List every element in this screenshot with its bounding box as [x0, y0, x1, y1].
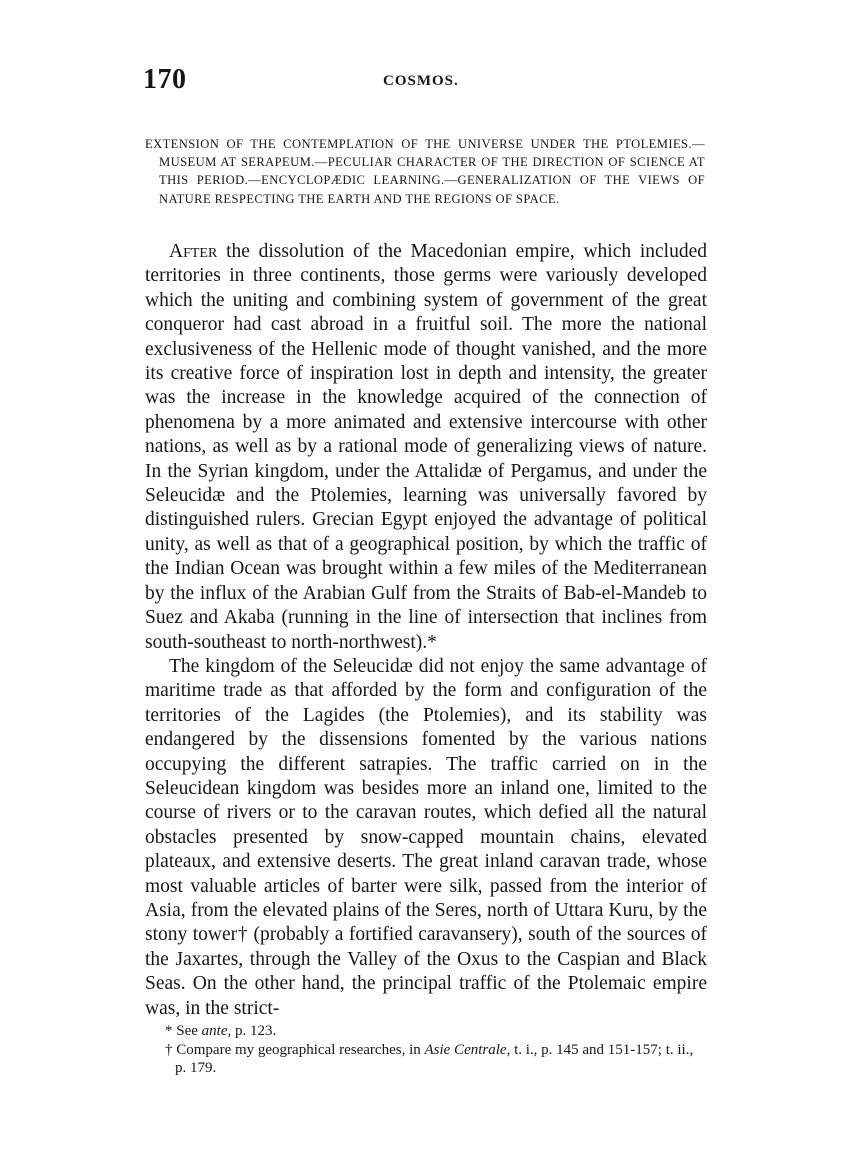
paragraph-1	[145, 240, 707, 655]
chapter-summary	[145, 135, 705, 208]
main-text	[145, 240, 707, 1021]
footnote-1-mark: * See	[165, 1023, 202, 1039]
page-number: 170	[143, 64, 187, 95]
paragraph-2: The kingdom of the Seleucidæ did not enjoy the same advantage of maritime trade as that afforded by the form and configuration of the territories of the Lagides (the Ptolemies), and its stability was endangered by the dissensions fomented by the various nations occupying the different satrapies. The traffic carried on in the Seleucidean kingdom was besides more an inland one, limited to the course of rivers or to the caravan routes, which defied all the natural obstacles presented by snow-capped mountain chains, elevated plateaux, and extensive deserts. The great inland caravan trade, whose most valuable articles of barter were silk, passed from the interior of Asia, from the elevated plains of the Seres, north of Uttara Kuru, by the stony tower† (probably a fortified caravansery), south of the sources of the Jaxartes, through the Valley of the Oxus to the Caspian and Black Seas. On the other hand, the principal traffic of the Ptolemaic empire was, in the strict-	[145, 655, 707, 1019]
footnote-2-text: , t. i., p. 145 and 151-157; t. ii., p. 179.	[175, 1041, 694, 1076]
footnote-2-italic: Asie Centrale	[424, 1041, 507, 1058]
footnote-1	[165, 1022, 705, 1041]
chapter-summary-text: EXTENSION OF THE CONTEMPLATION OF THE UNIVERSE UNDER THE PTOLEMIES.—MUSEUM AT SERAPEUM.—PECULIAR CHARACTER OF THE DIRECTION OF SCIENCE AT THIS PERIOD.—ENCYCLOPÆDIC LEARNING.—GENERALIZATION OF THE VIEWS OF NATURE RESPECTING THE EARTH AND THE REGIONS OF SPACE.	[145, 137, 705, 206]
running-title: COSMOS.	[383, 73, 459, 89]
paragraph-1-text: the dissolution of the Macedonian empire, which included territories in three continents, those germs were variously developed which the uniting and combining system of government of the great conqueror had cast abroad in a fruitful soil. The more the national exclusiveness of the Hellenic mode of thought vanished, and the more its creative force of inspiration lost in depth and intensity, the greater was the increase in the knowledge acquired of the connection of phenomena by a more animated and extensive intercourse with other nations, as well as by a rational mode of generalizing views of nature. In the Syrian kingdom, under the Attalidæ of Pergamus, and under the Seleucidæ and the Ptolemies, learning was universally favored by distinguished rulers. Grecian Egypt enjoyed the advantage of political unity, as well as that of a geographical position, by which the traffic of the Indian Ocean was brought within a few miles of the Mediterranean by the influx of the Arabian Gulf from the Straits of Bab-el-Mandeb to Suez and Akaba (running in the line of intersection that inclines from south-southeast to north-northwest).*	[145, 241, 707, 653]
paragraph-1-lead-word: After	[169, 241, 218, 262]
footnotes	[165, 1022, 705, 1078]
footnote-2-mark: † Compare my geographical researches, in	[165, 1041, 425, 1058]
page-header	[143, 64, 703, 104]
footnote-1-text: , p. 123.	[227, 1023, 277, 1039]
footnote-1-italic: ante	[201, 1023, 228, 1039]
footnote-2	[165, 1041, 705, 1078]
